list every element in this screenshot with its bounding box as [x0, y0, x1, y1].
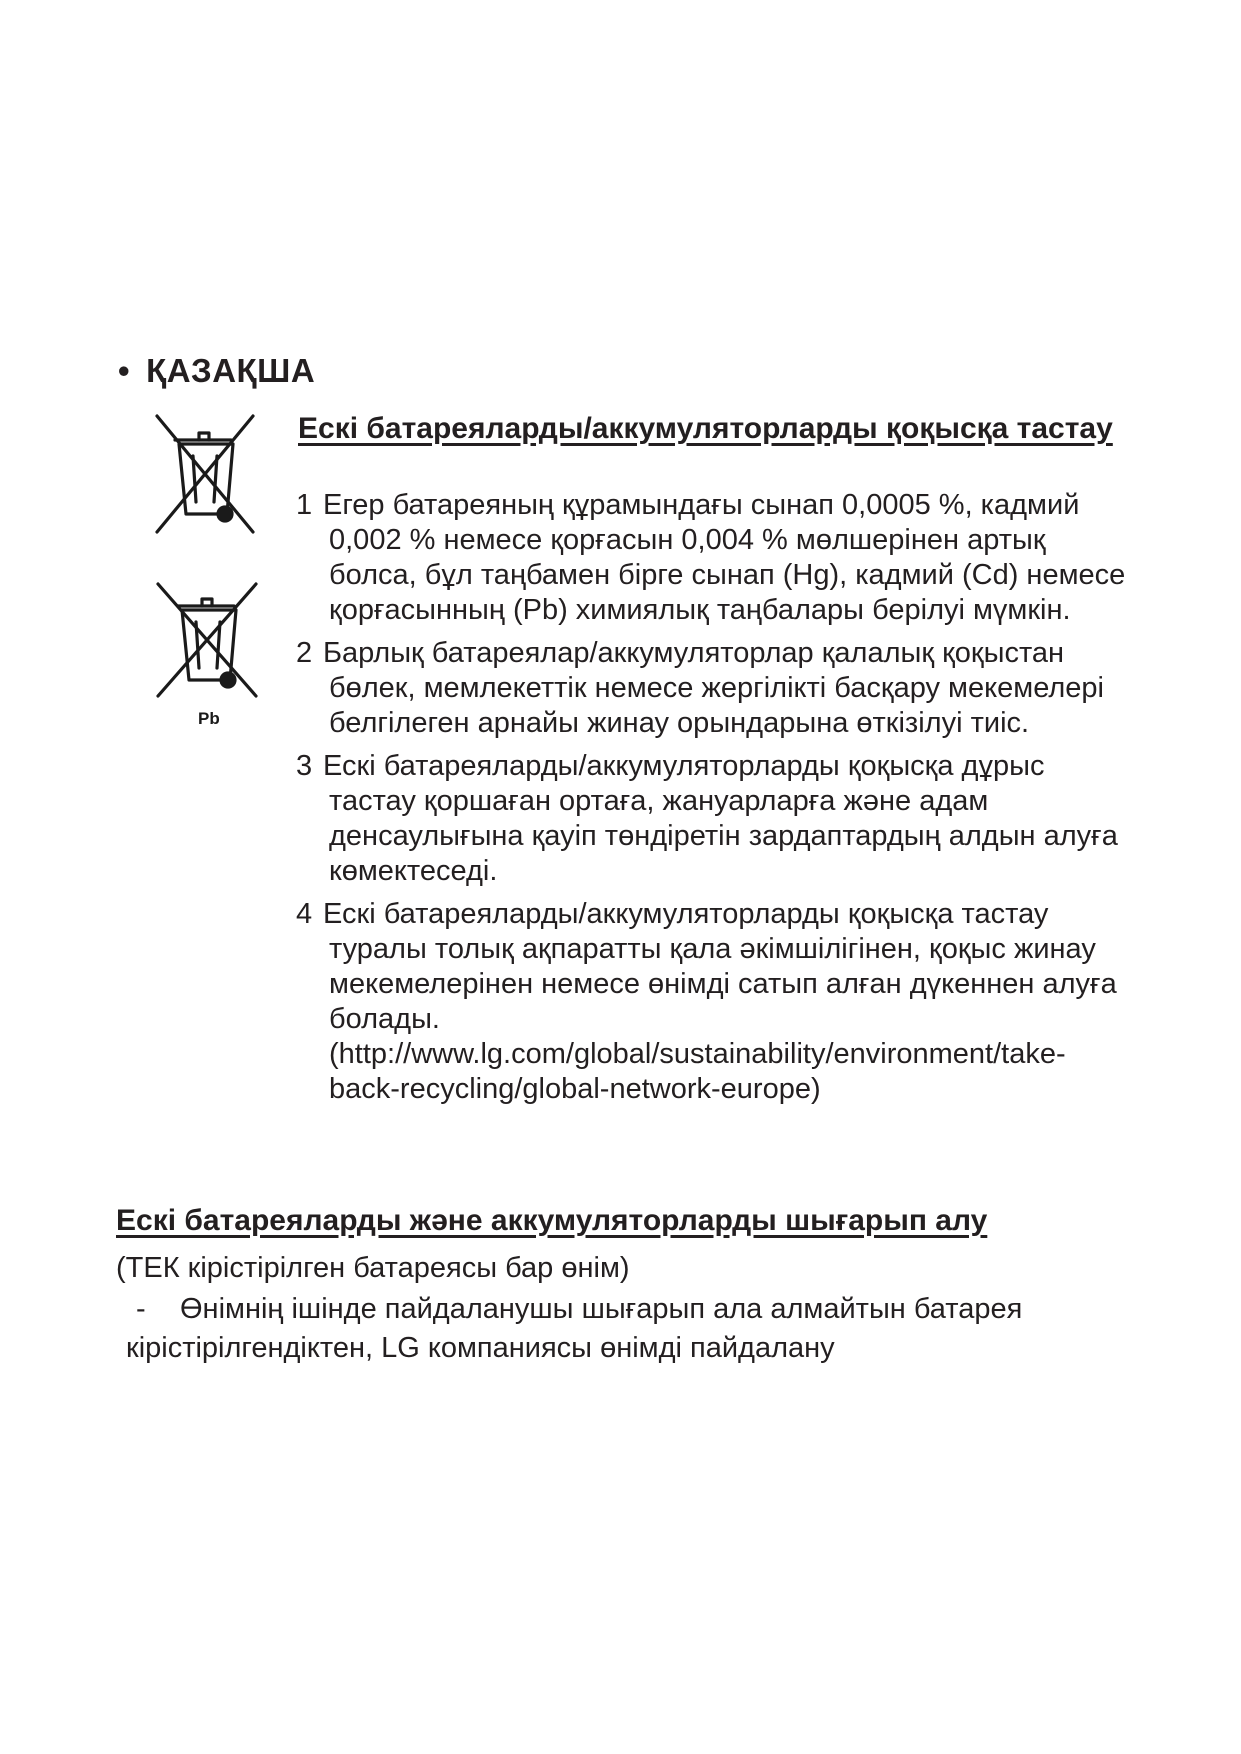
list-item-text: Ескі батареяларды/аккумуляторларды қоқысқа тастау туралы толық ақпаратты қала әкімшілігінен, қоқыс жинау мекемелерінен немесе өнімді сатып алған дүкеннен алуға болады. (http://www.lg.com/global/sustainability/environment/take-back-recycling/global-network-europe): [323, 898, 1117, 1105]
list-item-number: 1: [296, 489, 313, 521]
removal-section-title: Ескі батареяларды және аккумуляторларды шығарып алу: [116, 1204, 988, 1237]
list-item-number: 4: [296, 898, 313, 930]
list-item-text: Егер батареяның құрамындағы сынап 0,0005 %, кадмий 0,002 % немесе қорғасын 0,004 % мөлшерінен артық болса, бұл таңбамен бірге сынап (Hg), кадмий (Cd) немесе қорғасынның (Pb) химиялық таңбалары берілуі мүмкін.: [323, 489, 1126, 626]
removal-text: Өнімнің ішінде пайдаланушы шығарып ала алмайтын батарея кірістірілгендіктен, LG компаниясы өнімді пайдалану: [126, 1293, 1023, 1364]
list-item: [296, 749, 1136, 889]
disposal-list: [296, 488, 1136, 1107]
crossed-bin-icon: [145, 410, 265, 540]
disposal-section-title: Ескі батареяларды/аккумуляторларды қоқысқа тастау: [298, 412, 1113, 445]
language-heading: [118, 352, 315, 390]
list-item-text: Ескі батареяларды/аккумуляторларды қоқысқа дұрыс тастау қоршаған ортаға, жануарларға және адам денсаулығына қауіп төндіретін зардаптардың алдын алуға көмектеседі.: [323, 750, 1118, 887]
list-item: [296, 488, 1136, 628]
list-item-number: 3: [296, 750, 313, 782]
list-item-text: Барлық батареялар/аккумуляторлар қалалық қоқыстан бөлек, мемлекеттік немесе жергілікті басқару мекемелері белгілеген арнайы жинау орындарына өткізілуі тиіс.: [323, 637, 1104, 739]
removal-subtitle: (ТЕК кірістірілген батареясы бар өнім): [116, 1252, 630, 1284]
removal-paragraph: [126, 1290, 1126, 1368]
dash-bullet: -: [136, 1293, 146, 1325]
language-label: ҚАЗАҚША: [146, 352, 316, 389]
heading-bullet: •: [118, 352, 131, 389]
list-item: [296, 897, 1136, 1107]
crossed-bin-pb-icon: [150, 582, 270, 732]
list-item: [296, 636, 1136, 741]
pb-label: Pb: [198, 709, 220, 728]
list-item-number: 2: [296, 637, 313, 669]
